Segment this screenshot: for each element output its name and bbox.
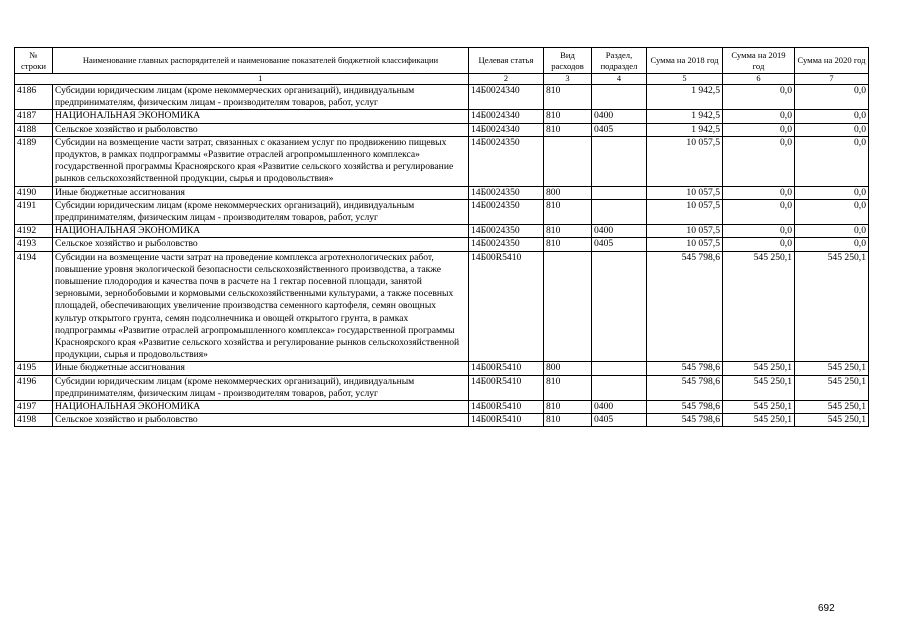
expense-type-cell <box>544 136 592 186</box>
column-number: 4 <box>592 74 647 85</box>
sum-2020-cell: 0,0 <box>795 123 869 136</box>
row-number-cell: 4194 <box>15 251 53 362</box>
table-row <box>15 414 869 427</box>
expense-type-cell: 810 <box>544 199 592 224</box>
table-row <box>15 225 869 238</box>
expense-type-cell: 810 <box>544 414 592 427</box>
table-row <box>15 186 869 199</box>
row-number-cell: 4187 <box>15 110 53 123</box>
row-number-cell: 4196 <box>15 375 53 400</box>
section-cell: 0405 <box>592 238 647 251</box>
target-article-cell: 14Б00R5410 <box>469 414 544 427</box>
sum-2019-cell: 545 250,1 <box>723 362 795 375</box>
row-number-cell: 4193 <box>15 238 53 251</box>
column-number: 6 <box>723 74 795 85</box>
sum-2020-cell: 545 250,1 <box>795 375 869 400</box>
target-article-cell: 14Б0024350 <box>469 199 544 224</box>
name-cell: Сельское хозяйство и рыболовство <box>53 123 469 136</box>
table-row <box>15 85 869 110</box>
sum-2019-cell: 545 250,1 <box>723 401 795 414</box>
sum-2019-cell: 0,0 <box>723 238 795 251</box>
column-number <box>15 74 53 85</box>
sum-2020-cell: 0,0 <box>795 110 869 123</box>
section-cell <box>592 136 647 186</box>
sum-2019-cell: 0,0 <box>723 225 795 238</box>
sum-2020-cell: 545 250,1 <box>795 251 869 362</box>
row-number-cell: 4192 <box>15 225 53 238</box>
target-article-cell: 14Б00R5410 <box>469 251 544 362</box>
expense-type-cell: 800 <box>544 186 592 199</box>
sum-2019-cell: 0,0 <box>723 199 795 224</box>
name-cell: Иные бюджетные ассигнования <box>53 362 469 375</box>
sum-2019-cell: 0,0 <box>723 186 795 199</box>
sum-2019-cell: 545 250,1 <box>723 251 795 362</box>
header-section: Раздел, подраздел <box>592 48 647 74</box>
sum-2018-cell: 10 057,5 <box>647 225 723 238</box>
section-cell <box>592 199 647 224</box>
table-row <box>15 123 869 136</box>
target-article-cell: 14Б0024350 <box>469 238 544 251</box>
sum-2018-cell: 1 942,5 <box>647 85 723 110</box>
section-cell <box>592 362 647 375</box>
page-number: 692 <box>818 603 835 614</box>
row-number-cell: 4191 <box>15 199 53 224</box>
section-cell <box>592 251 647 362</box>
sum-2018-cell: 545 798,6 <box>647 251 723 362</box>
column-number: 1 <box>53 74 469 85</box>
section-cell: 0405 <box>592 123 647 136</box>
sum-2018-cell: 10 057,5 <box>647 238 723 251</box>
row-number-cell: 4195 <box>15 362 53 375</box>
sum-2020-cell: 0,0 <box>795 225 869 238</box>
sum-2018-cell: 10 057,5 <box>647 199 723 224</box>
table-body <box>15 85 869 427</box>
section-cell: 0400 <box>592 225 647 238</box>
name-cell: Субсидии юридическим лицам (кроме некоммерческих организаций), индивидуальным предпринимателям, физическим лицам - производителям товаров, работ, услуг <box>53 85 469 110</box>
sum-2020-cell: 0,0 <box>795 136 869 186</box>
expense-type-cell: 810 <box>544 85 592 110</box>
table-row <box>15 110 869 123</box>
column-number: 2 <box>469 74 544 85</box>
table-row <box>15 251 869 362</box>
sum-2018-cell: 545 798,6 <box>647 414 723 427</box>
target-article-cell: 14Б0024340 <box>469 110 544 123</box>
sum-2020-cell: 0,0 <box>795 238 869 251</box>
sum-2018-cell: 545 798,6 <box>647 362 723 375</box>
sum-2020-cell: 545 250,1 <box>795 401 869 414</box>
expense-type-cell: 810 <box>544 123 592 136</box>
sum-2020-cell: 0,0 <box>795 85 869 110</box>
target-article-cell: 14Б0024350 <box>469 225 544 238</box>
sum-2020-cell: 0,0 <box>795 199 869 224</box>
expense-type-cell: 810 <box>544 375 592 400</box>
section-cell <box>592 85 647 110</box>
table-row <box>15 362 869 375</box>
header-target-article: Целевая статья <box>469 48 544 74</box>
row-number-cell: 4186 <box>15 85 53 110</box>
table-row <box>15 238 869 251</box>
header-name: Наименование главных распорядителей и наименование показателей бюджетной классификации <box>53 48 469 74</box>
row-number-cell: 4190 <box>15 186 53 199</box>
sum-2018-cell: 545 798,6 <box>647 401 723 414</box>
sum-2020-cell: 545 250,1 <box>795 362 869 375</box>
target-article-cell: 14Б0024340 <box>469 85 544 110</box>
table-row <box>15 375 869 400</box>
column-number: 3 <box>544 74 592 85</box>
name-cell: Иные бюджетные ассигнования <box>53 186 469 199</box>
expense-type-cell: 810 <box>544 238 592 251</box>
sum-2019-cell: 0,0 <box>723 136 795 186</box>
sum-2019-cell: 0,0 <box>723 110 795 123</box>
name-cell: Субсидии юридическим лицам (кроме некоммерческих организаций), индивидуальным предпринимателям, физическим лицам - производителям товаров, работ, услуг <box>53 199 469 224</box>
sum-2020-cell: 0,0 <box>795 186 869 199</box>
table-row <box>15 136 869 186</box>
sum-2018-cell: 10 057,5 <box>647 136 723 186</box>
name-cell: Сельское хозяйство и рыболовство <box>53 414 469 427</box>
sum-2018-cell: 1 942,5 <box>647 123 723 136</box>
target-article-cell: 14Б00R5410 <box>469 362 544 375</box>
column-number: 7 <box>795 74 869 85</box>
sum-2019-cell: 0,0 <box>723 85 795 110</box>
expense-type-cell: 810 <box>544 225 592 238</box>
name-cell: Сельское хозяйство и рыболовство <box>53 238 469 251</box>
row-number-cell: 4198 <box>15 414 53 427</box>
row-number-cell: 4188 <box>15 123 53 136</box>
sum-2019-cell: 545 250,1 <box>723 375 795 400</box>
name-cell: НАЦИОНАЛЬНАЯ ЭКОНОМИКА <box>53 110 469 123</box>
header-sum-2020: Сумма на 2020 год <box>795 48 869 74</box>
name-cell: Субсидии на возмещение части затрат, связанных с оказанием услуг по продвижению пищевых продуктов, в рамках подпрограммы «Развитие отраслей агропромышленного комплекса» государственной программы Красноярского края «Развитие сельского хозяйства и регулирование рынков сельскохозяйственной продукции, сырья и продовольствия» <box>53 136 469 186</box>
budget-table <box>14 47 869 427</box>
expense-type-cell: 810 <box>544 110 592 123</box>
header-row-number: № строки <box>15 48 53 74</box>
name-cell: Субсидии на возмещение части затрат на проведение комплекса агротехнологических работ, повышение уровня экологической безопасности сельскохозяйственного производства, а также повышение плодородия и качества почв в расчете на 1 гектар посевной площади, занятой зерновыми, зернобобовыми и кормовыми сельскохозяйственными культурами, а также посевных площадей, обеспечивающих увеличение производства семенного картофеля, семян овощных культур открытого грунта, семян подсолнечника и овощей открытого грунта, в рамках подпрограммы «Развитие отраслей агропромышленного комплекса» государственной программы Красноярского края «Развитие сельского хозяйства и регулирование рынков сельскохозяйственной продукции, сырья и продовольствия» <box>53 251 469 362</box>
sum-2019-cell: 545 250,1 <box>723 414 795 427</box>
header-sum-2019: Сумма на 2019 год <box>723 48 795 74</box>
sum-2018-cell: 545 798,6 <box>647 375 723 400</box>
target-article-cell: 14Б00R5410 <box>469 375 544 400</box>
target-article-cell: 14Б0024350 <box>469 136 544 186</box>
target-article-cell: 14Б0024350 <box>469 186 544 199</box>
name-cell: Субсидии юридическим лицам (кроме некоммерческих организаций), индивидуальным предпринимателям, физическим лицам - производителям товаров, работ, услуг <box>53 375 469 400</box>
name-cell: НАЦИОНАЛЬНАЯ ЭКОНОМИКА <box>53 401 469 414</box>
table-header-row <box>15 48 869 74</box>
table-row <box>15 199 869 224</box>
table-row <box>15 401 869 414</box>
sum-2019-cell: 0,0 <box>723 123 795 136</box>
target-article-cell: 14Б0024340 <box>469 123 544 136</box>
row-number-cell: 4189 <box>15 136 53 186</box>
expense-type-cell <box>544 251 592 362</box>
section-cell <box>592 375 647 400</box>
expense-type-cell: 800 <box>544 362 592 375</box>
sum-2020-cell: 545 250,1 <box>795 414 869 427</box>
section-cell: 0405 <box>592 414 647 427</box>
row-number-cell: 4197 <box>15 401 53 414</box>
sum-2018-cell: 1 942,5 <box>647 110 723 123</box>
column-number: 5 <box>647 74 723 85</box>
column-number-row <box>15 74 869 85</box>
header-sum-2018: Сумма на 2018 год <box>647 48 723 74</box>
section-cell: 0400 <box>592 110 647 123</box>
name-cell: НАЦИОНАЛЬНАЯ ЭКОНОМИКА <box>53 225 469 238</box>
sum-2018-cell: 10 057,5 <box>647 186 723 199</box>
section-cell: 0400 <box>592 401 647 414</box>
expense-type-cell: 810 <box>544 401 592 414</box>
target-article-cell: 14Б00R5410 <box>469 401 544 414</box>
section-cell <box>592 186 647 199</box>
header-expense-type: Вид расходов <box>544 48 592 74</box>
